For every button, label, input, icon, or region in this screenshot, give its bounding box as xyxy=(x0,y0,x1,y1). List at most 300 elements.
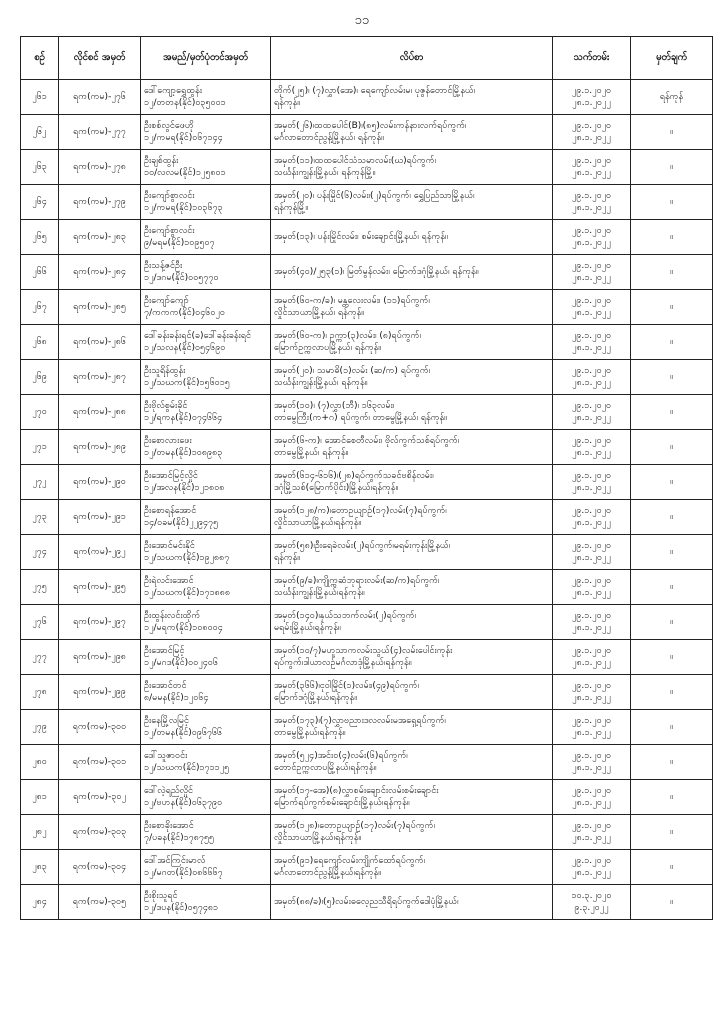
address-cell-line: အမှတ်(၉၁)ရေကျော်လမ်းကျိုက်ထော်ရပ်ကွက်၊ xyxy=(274,856,426,866)
license-number-cell-line: ရက(ကမ)-၂၈၆ xyxy=(73,337,126,347)
table-row xyxy=(21,115,713,150)
address-cell-line: အမှတ်(၁၇-အေ)(၈)လွှာစမ်းချောင်းလမ်းစမ်းချောင်း xyxy=(274,786,439,796)
validity-cell xyxy=(553,710,631,745)
validity-cell xyxy=(553,325,631,360)
license-register-table xyxy=(20,36,713,920)
name-registration-cell xyxy=(141,885,271,920)
validity-cell-line: ၂၉.၁.၂၀၂၀ xyxy=(571,471,612,481)
name-registration-cell-line: ၁၂/သဃက(နိုင်)၁၅၆၀၁၅ xyxy=(144,378,230,388)
address-cell-line: အမှတ်(၆၀-က/ခ)၊ မန္တလေးလမ်း၊ (၁၁)ရပ်ကွက်၊ xyxy=(274,296,430,306)
name-registration-cell xyxy=(141,605,271,640)
name-registration-cell-line: ဦးစစ်လွင်ဖေဟို xyxy=(144,121,194,131)
name-registration-cell-line: ဦးကျော်စွာလင်း xyxy=(144,226,195,236)
serial-number-cell xyxy=(21,710,59,745)
serial-number-cell xyxy=(21,500,59,535)
remarks-cell-line: ။ xyxy=(670,512,673,522)
name-registration-cell-line: ၇/ပခန(နိုင်)၁၇၈၇၅၅ xyxy=(144,833,215,843)
address-cell-line: အမှတ်(၄၀)/၂၅၃(၁)၊ မြတ်မွန်လမ်း၊ မြောက်ဒဂုံမြို့နယ်၊ ရန်ကုန်။ xyxy=(274,267,479,277)
address-cell-line: မြောက်ဥက္ကလာပမြို့နယ်၊ ရန်ကုန်။ xyxy=(274,343,382,353)
validity-cell xyxy=(553,395,631,430)
address-cell xyxy=(271,885,553,920)
name-registration-cell xyxy=(141,290,271,325)
serial-number-cell xyxy=(21,290,59,325)
address-cell-line: အမှတ်(၉/ခ)၊ကျိုက္ကဆံဘုရားလမ်း(ဆ/က)ရပ်ကွက်၊ xyxy=(274,576,440,586)
license-number-cell xyxy=(59,290,141,325)
name-registration-cell-line: ဦးကျော်ကျော် xyxy=(144,296,189,306)
license-number-cell xyxy=(59,255,141,290)
name-registration-cell xyxy=(141,360,271,395)
name-registration-cell xyxy=(141,535,271,570)
validity-cell-line: ၂၈.၁.၂၀၂၂ xyxy=(572,203,611,213)
address-cell xyxy=(271,570,553,605)
validity-cell-line: ၂၉.၁.၂၀၂၀ xyxy=(571,261,612,271)
table-header-row xyxy=(21,37,713,80)
address-cell-line: အမှတ်(၁၁)၊ထထပေါင်သံသမာလမ်း(ဃ)ရပ်ကွက်၊ xyxy=(274,156,436,166)
address-cell xyxy=(271,150,553,185)
name-registration-cell-line: ၉/မရမ(နိုင်)၁၀၉၅၀၇ xyxy=(144,238,215,248)
remarks-cell-line: ။ xyxy=(670,197,673,207)
name-registration-cell-line: ၁၂/ဒပန(နိုင်)၀၅၇၄၈၁ xyxy=(144,903,219,913)
remarks-cell-line: ။ xyxy=(670,337,673,347)
validity-cell-line: ၂၉.၁.၂၀၂၀ xyxy=(571,821,612,831)
license-number-cell xyxy=(59,815,141,850)
name-registration-cell-line: ၁၂/မရက(နိုင်)၁၀၈၀၀၄ xyxy=(144,623,223,633)
validity-cell xyxy=(553,570,631,605)
remarks-cell xyxy=(631,885,713,920)
name-registration-cell-line: ၁၂/ဗဟန(နိုင်)၀၆၃၇၉၀ xyxy=(144,798,223,808)
address-cell xyxy=(271,535,553,570)
remarks-cell-line: ။ xyxy=(670,792,673,802)
address-cell-line: အမှတ်(၆၀-က)၊ ဥက္ကာ(၃)လမ်း၊ (၈)ရပ်ကွက်၊ xyxy=(274,331,421,341)
license-number-cell-line: ရက(ကမ)-၂၉၈ xyxy=(73,652,126,662)
remarks-cell-line: ။ xyxy=(670,652,673,662)
validity-cell-line: ၂၈.၁.၂၀၂၂ xyxy=(572,763,611,773)
serial-number-cell xyxy=(21,80,59,115)
name-registration-cell-line: ဦးအောင်တင် xyxy=(144,681,187,691)
name-registration-cell-line: ဦးအောင်မြင့်လှိုင် xyxy=(144,471,198,481)
license-number-cell-line: ရက(ကမ)-၃၀၁ xyxy=(72,757,127,767)
validity-cell xyxy=(553,675,631,710)
address-cell-line: အမှတ်(၁၇၃)၊(၇)လွှာဗညားဒလလမ်းမအရှေ့ရပ်ကွက်၊ xyxy=(274,716,446,726)
serial-number-cell xyxy=(21,675,59,710)
header-no: စဉ် xyxy=(21,37,59,80)
license-number-cell-line: ရက(ကမ)-၂၇၇ xyxy=(73,127,126,137)
address-cell xyxy=(271,815,553,850)
remarks-cell-line: ။ xyxy=(670,547,673,557)
remarks-cell-line: ။ xyxy=(670,722,673,732)
serial-number-cell xyxy=(21,640,59,675)
remarks-cell-line: ရန်ကုန် xyxy=(659,92,684,102)
table-row xyxy=(21,780,713,815)
address-cell xyxy=(271,325,553,360)
license-number-cell-line: ရက(ကမ)-၂၉၉ xyxy=(73,687,126,697)
serial-number-cell xyxy=(21,395,59,430)
remarks-cell xyxy=(631,255,713,290)
remarks-cell xyxy=(631,815,713,850)
serial-number-cell-line: ၂၆၅ xyxy=(32,232,47,242)
name-registration-cell-line: ဦးစိုးသူရင် xyxy=(144,891,178,901)
address-cell-line: အမှတ်(၅၂၄)အင်း၀(၄)လမ်း(၆)ရပ်ကွက်၊ xyxy=(274,751,408,761)
serial-number-cell-line: ၂၇၅ xyxy=(32,582,47,592)
validity-cell xyxy=(553,255,631,290)
name-registration-cell-line: ဦးထွန်းလင်းထိုက် xyxy=(144,611,201,621)
validity-cell xyxy=(553,185,631,220)
validity-cell xyxy=(553,815,631,850)
validity-cell-line: ၂၉.၁.၂၀၂၀ xyxy=(571,611,612,621)
name-registration-cell xyxy=(141,395,271,430)
license-number-cell xyxy=(59,395,141,430)
license-number-cell xyxy=(59,150,141,185)
address-cell-line: အမှတ်(၁၂၈)၊တောဥယျာဉ်(၁၇)လမ်း(၇)ရပ်ကွက်၊ xyxy=(274,821,435,831)
name-registration-cell xyxy=(141,710,271,745)
remarks-cell-line: ။ xyxy=(670,302,673,312)
serial-number-cell xyxy=(21,745,59,780)
validity-cell-line: ၂၈.၁.၂၀၂၂ xyxy=(572,693,611,703)
header-validity: သက်တမ်း xyxy=(553,37,631,80)
license-number-cell xyxy=(59,430,141,465)
address-cell-line: အမှတ်(၃၆၆)၊ငုဝါမြိုင်(၁)လမ်း၊(၄၉)ရပ်ကွက်၊ xyxy=(274,681,419,691)
validity-cell-line: ၂၉.၁.၂၀၂၀ xyxy=(571,716,612,726)
serial-number-cell-line: ၂၇၉ xyxy=(32,722,47,732)
address-cell-line: အမှတ်(၅၈)၊ဦးရေခဲလမ်း(၂)ရပ်ကွက်၊မရမ်းကုန်းမြို့နယ်၊ xyxy=(274,541,451,551)
remarks-cell xyxy=(631,710,713,745)
validity-cell-line: ၂၉.၁.၂၀၂၀ xyxy=(571,856,612,866)
validity-cell-line: ၂၉.၁.၂၀၂၀ xyxy=(571,681,612,691)
serial-number-cell-line: ၂၇၄ xyxy=(32,547,47,557)
validity-cell xyxy=(553,605,631,640)
remarks-cell-line: ။ xyxy=(670,617,673,627)
name-registration-cell-line: ၁၂/သဃက(နိုင်)၁၇၁၁၂၅ xyxy=(144,763,230,773)
address-cell-line: သင်္ဃန်းကျွန်းမြို့နယ်၊ ရန်ကုန်။ xyxy=(274,378,368,388)
address-cell-line: အမှတ်(၂၀)၊ ပန်းမြိုင်(၆)လမ်း၊(၂)ရပ်ကွက်၊ ရွှေပြည်သာမြို့နယ်၊ xyxy=(274,191,475,201)
remarks-cell xyxy=(631,220,713,255)
serial-number-cell-line: ၂၆၉ xyxy=(32,372,47,382)
name-registration-cell-line: ဒေါ်ခန်းခန်းရင်(ခ)ဒေါ်ခန်းခန်းရင် xyxy=(144,331,252,341)
remarks-cell xyxy=(631,395,713,430)
license-number-cell-line: ရက(ကမ)-၂၈၅ xyxy=(73,302,126,312)
serial-number-cell xyxy=(21,150,59,185)
license-number-cell-line: ရက(ကမ)-၃၀၄ xyxy=(72,862,127,872)
name-registration-cell xyxy=(141,815,271,850)
validity-cell xyxy=(553,360,631,395)
table-row xyxy=(21,80,713,115)
name-registration-cell xyxy=(141,325,271,360)
name-registration-cell-line: ၁၂/အလန(နိုင်)၁၂၁၈၀၈ xyxy=(144,483,225,493)
name-registration-cell-line: ၁၂/တမန(နိုင်)၀၉၆၇၆၆ xyxy=(144,728,223,738)
table-row xyxy=(21,500,713,535)
validity-cell xyxy=(553,465,631,500)
name-registration-cell-line: ဦးအောင်မြင့် xyxy=(144,646,185,656)
name-registration-cell-line: ၁၄/ဝခမ(နိုင်)၂၂၉၄၇၅ xyxy=(144,518,219,528)
name-registration-cell-line: ဒေါ်အင်ကြင်းမာလ် xyxy=(144,856,206,866)
serial-number-cell-line: ၂၈၃ xyxy=(32,862,47,872)
remarks-cell xyxy=(631,115,713,150)
name-registration-cell-line: ဒေါ်လဲ့ရည်လှိုင် xyxy=(144,786,194,796)
name-registration-cell-line: ဦးချစ်ထွန်း xyxy=(144,156,179,166)
validity-cell-line: ၂၈.၁.၂၀၂၂ xyxy=(572,168,611,178)
name-registration-cell-line: ၇/ကကက(နိုင်)၀၄၆၀၂၀ xyxy=(144,308,225,318)
remarks-cell xyxy=(631,570,713,605)
remarks-cell xyxy=(631,640,713,675)
table-row xyxy=(21,325,713,360)
table-row xyxy=(21,640,713,675)
table-row xyxy=(21,395,713,430)
name-registration-cell xyxy=(141,675,271,710)
address-cell xyxy=(271,745,553,780)
validity-cell-line: ၂၉.၁.၂၀၂၀ xyxy=(571,576,612,586)
license-number-cell xyxy=(59,850,141,885)
license-number-cell-line: ရက(ကမ)-၂၉၇ xyxy=(73,617,126,627)
address-cell xyxy=(271,780,553,815)
serial-number-cell-line: ၂၇၁ xyxy=(32,442,47,452)
header-remarks: မှတ်ချက် xyxy=(631,37,713,80)
name-registration-cell xyxy=(141,570,271,605)
serial-number-cell-line: ၂၇၃ xyxy=(32,512,47,522)
license-number-cell-line: ရက(ကမ)-၂၈၈ xyxy=(73,407,126,417)
serial-number-cell-line: ၂၇၆ xyxy=(32,617,47,627)
address-cell xyxy=(271,640,553,675)
validity-cell-line: ၂၉.၁.၂၀၂၀ xyxy=(571,156,612,166)
address-cell-line: အမှတ်(၁၂၈/က)၊တောဥယျာဉ်(၁၇)လမ်း(၇)ရပ်ကွက်၊ xyxy=(274,506,447,516)
name-registration-cell xyxy=(141,185,271,220)
validity-cell-line: ၂၉.၁.၂၀၂၀ xyxy=(571,366,612,376)
remarks-cell xyxy=(631,80,713,115)
address-cell-line: တိုက်(၂၅)၊ (၇)လွှာ(အေ)၊ ရေကျော်လမ်းမ၊ ပုဇွန်တောင်မြို့နယ်၊ xyxy=(274,86,476,96)
address-cell xyxy=(271,220,553,255)
serial-number-cell-line: ၂၆၁ xyxy=(32,92,47,102)
serial-number-cell xyxy=(21,360,59,395)
license-number-cell xyxy=(59,640,141,675)
name-registration-cell xyxy=(141,780,271,815)
address-cell xyxy=(271,290,553,325)
serial-number-cell xyxy=(21,605,59,640)
license-number-cell-line: ရက(ကမ)-၂၉၁ xyxy=(73,512,126,522)
serial-number-cell-line: ၂၈၄ xyxy=(32,897,47,907)
license-number-cell xyxy=(59,220,141,255)
address-cell-line: အမှတ်(၁၀/၇)မဟူသာကလမ်းသွယ်(၄)လမ်းပေါင်းကုန်း xyxy=(274,646,453,656)
name-registration-cell-line: ၁၂/ကမရ(နိုင်)၀၆၇၁၄၄ xyxy=(144,133,223,143)
address-cell-line: မြောက်ဒဂုံမြို့နယ်၊ရန်ကုန်။ xyxy=(274,693,357,703)
remarks-cell xyxy=(631,535,713,570)
remarks-cell-line: ။ xyxy=(670,407,673,417)
remarks-cell xyxy=(631,675,713,710)
name-registration-cell-line: ဦးနေမြို့လမြင့် xyxy=(144,716,189,726)
validity-cell-line: ၂၉.၁.၂၀၂၀ xyxy=(571,506,612,516)
remarks-cell xyxy=(631,850,713,885)
table-row xyxy=(21,220,713,255)
table-row xyxy=(21,745,713,780)
address-cell xyxy=(271,80,553,115)
validity-cell xyxy=(553,80,631,115)
serial-number-cell-line: ၂၆၈ xyxy=(32,337,47,347)
remarks-cell-line: ။ xyxy=(670,372,673,382)
validity-cell xyxy=(553,535,631,570)
name-registration-cell-line: ဦးရဲလင်းအောင် xyxy=(144,576,194,586)
table-row xyxy=(21,430,713,465)
address-cell-line: အမှတ်(၆၁၄-၆၁၆)၊(၂၈)ရပ်ကွက်သခင်ဗစိန်လမ်း၊ xyxy=(274,471,434,481)
serial-number-cell xyxy=(21,185,59,220)
name-registration-cell-line: ၁၂/သဃက(နိုင်)၁၉၂၈၈၇ xyxy=(144,553,230,563)
validity-cell-line: ၂၉.၁.၂၀၂၀ xyxy=(571,296,612,306)
validity-cell-line: ၂၈.၁.၂၀၂၂ xyxy=(572,343,611,353)
header-license: လိုင်စင် အမှတ် xyxy=(59,37,141,80)
address-cell-line: မရမ်းမြို့နယ်၊ရန်ကုန်။ xyxy=(274,623,341,633)
validity-cell-line: ၂၉.၁.၂၀၂၀ xyxy=(571,401,612,411)
validity-cell-line: ၂၈.၁.၂၀၂၂ xyxy=(572,798,611,808)
validity-cell-line: ၂၈.၁.၂၀၂၂ xyxy=(572,623,611,633)
remarks-cell xyxy=(631,745,713,780)
name-registration-cell-line: ၁၂/သဃက(နိုင်)၁၇၁၈၈၈ xyxy=(144,588,231,598)
remarks-cell xyxy=(631,780,713,815)
validity-cell xyxy=(553,430,631,465)
address-cell xyxy=(271,605,553,640)
header-name: အမည်/မှတ်ပုံတင်အမှတ် xyxy=(141,37,271,80)
address-cell xyxy=(271,850,553,885)
serial-number-cell-line: ၂၈၁ xyxy=(32,792,47,802)
name-registration-cell xyxy=(141,80,271,115)
license-number-cell-line: ရက(ကမ)-၂၈၄ xyxy=(73,267,126,277)
address-cell-line: သင်္ဃန်းကျွန်းမြို့နယ်၊ရန်ကုန်။ xyxy=(274,588,365,598)
address-cell-line: လှိုင်သာယာမြို့နယ်၊ရန်ကုန်။ xyxy=(274,833,362,843)
serial-number-cell-line: ၂၆၇ xyxy=(32,302,47,312)
remarks-cell-line: ။ xyxy=(670,477,673,487)
serial-number-cell-line: ၂၇၀ xyxy=(32,407,47,417)
address-cell-line: လှိုင်သာယာမြို့နယ်၊ရန်ကုန်။ xyxy=(274,518,362,528)
table-row xyxy=(21,710,713,745)
table-row xyxy=(21,570,713,605)
table-row xyxy=(21,185,713,220)
validity-cell-line: ၂၈.၁.၂၀၂၂ xyxy=(572,483,611,493)
name-registration-cell xyxy=(141,115,271,150)
license-number-cell xyxy=(59,745,141,780)
serial-number-cell xyxy=(21,115,59,150)
name-registration-cell-line: ဦးအောင်မင်းနိုင် xyxy=(144,541,195,551)
serial-number-cell xyxy=(21,815,59,850)
name-registration-cell-line: ဦးစောလားဖေး xyxy=(144,436,192,446)
license-number-cell xyxy=(59,325,141,360)
remarks-cell xyxy=(631,325,713,360)
license-number-cell xyxy=(59,115,141,150)
serial-number-cell-line: ၂၇၈ xyxy=(32,687,47,697)
license-number-cell xyxy=(59,500,141,535)
table-row xyxy=(21,850,713,885)
remarks-cell xyxy=(631,185,713,220)
name-registration-cell-line: ၁၀/လလမ(နိုင်)၁၂၅၈၀၁ xyxy=(144,168,226,178)
license-number-cell-line: ရက(ကမ)-၂၈၃ xyxy=(73,232,126,242)
license-number-cell-line: ရက(ကမ)-၂၉၀ xyxy=(73,477,126,487)
name-registration-cell-line: ၁၂/ရကန(နိုင်)၀၇၄၆၆၄ xyxy=(144,413,223,423)
remarks-cell-line: ။ xyxy=(670,757,673,767)
validity-cell-line: ၂၈.၁.၂၀၂၂ xyxy=(572,413,611,423)
validity-cell-line: ၂၉.၁.၂၀၂၀ xyxy=(571,226,612,236)
license-number-cell-line: ရက(ကမ)-၂၈၇ xyxy=(73,372,126,382)
name-registration-cell-line: ၁၂/ကမရ(နိုင်)၁၀၃၆၇၃ xyxy=(144,203,223,213)
address-cell-line: မြောက်ရပ်ကွက်စမ်းချောင်းမြို့နယ်၊ရန်ကုန်။ xyxy=(274,798,410,808)
table-row xyxy=(21,815,713,850)
serial-number-cell xyxy=(21,535,59,570)
name-registration-cell-line: ဒေါ်သူဇာဝင်း xyxy=(144,751,188,761)
license-number-cell xyxy=(59,535,141,570)
serial-number-cell xyxy=(21,570,59,605)
address-cell-line: ဒဂုံမြို့သစ်(မြောက်ပိုင်း)မြို့နယ်၊ရန်ကုန်။ xyxy=(274,483,399,493)
license-number-cell xyxy=(59,780,141,815)
validity-cell-line: ၂၈.၁.၂၀၂၂ xyxy=(572,833,611,843)
remarks-cell-line: ။ xyxy=(670,687,673,697)
validity-cell-line: ၂၉.၁.၂၀၂၀ xyxy=(571,646,612,656)
license-number-cell-line: ရက(ကမ)-၂၇၈ xyxy=(73,162,126,172)
serial-number-cell-line: ၂၆၆ xyxy=(32,267,47,277)
license-number-cell-line: ရက(ကမ)-၃၀၅ xyxy=(72,897,127,907)
validity-cell-line: ၂၈.၁.၂၀၂၂ xyxy=(572,238,611,248)
address-cell xyxy=(271,115,553,150)
address-cell-line: ရန်ကုန်။ xyxy=(274,553,301,563)
license-number-cell-line: ရက(ကမ)-၂၇၆ xyxy=(73,92,126,102)
remarks-cell-line: ။ xyxy=(670,127,673,137)
remarks-cell xyxy=(631,430,713,465)
name-registration-cell-line: ၁၂/ဒဂမ(နိုင်)၀၀၅၇၇၀ xyxy=(144,273,219,283)
serial-number-cell-line: ၂၈၀ xyxy=(32,757,47,767)
license-number-cell xyxy=(59,185,141,220)
remarks-cell-line: ။ xyxy=(670,897,673,907)
address-cell-line: မင်္ဂလာတောင်ညွန့်မြို့နယ်၊ရန်ကုန်။ xyxy=(274,868,381,878)
license-number-cell-line: ရက(ကမ)-၂၉၂ xyxy=(73,547,126,557)
serial-number-cell xyxy=(21,885,59,920)
validity-cell xyxy=(553,780,631,815)
address-cell-line: အမှတ်(၂၆)၊ထထပေါင်(B)၊(၈၅)လမ်းကန်နားလက်ရပ်ကွက်၊ xyxy=(274,121,467,131)
table-row xyxy=(21,255,713,290)
remarks-cell-line: ။ xyxy=(670,442,673,452)
name-registration-cell-line: ၁၂/တတန(နိုင်)၀၃၅၀၀၁ xyxy=(144,98,226,108)
validity-cell-line: ၂၉.၁.၂၀၂၀ xyxy=(571,751,612,761)
address-cell-line: အမှတ်(၁၃)၊ ပန်းမြိုင်လမ်း၊ စမ်းချောင်းမြို့နယ်၊ ရန်ကုန်။ xyxy=(274,232,448,242)
address-cell-line: အမှတ်(၆-က)၊ အောင်စေတီလမ်း၊ ဗိုလ်ကွက်သစ်ရပ်ကွက်၊ xyxy=(274,436,460,446)
address-cell-line: တာမွေကြီး(က+ဂ) ရပ်ကွက်၊ တာမွေမြို့နယ်၊ ရန်ကုန်။ xyxy=(274,413,447,423)
license-number-cell xyxy=(59,605,141,640)
table-row xyxy=(21,150,713,185)
remarks-cell-line: ။ xyxy=(670,827,673,837)
license-number-cell xyxy=(59,710,141,745)
address-cell xyxy=(271,395,553,430)
address-cell-line: သင်္ဃန်းကျွန်းမြို့နယ်၊ ရန်ကုန်မြို့။ xyxy=(274,168,376,178)
name-registration-cell xyxy=(141,255,271,290)
table-row xyxy=(21,605,713,640)
name-registration-cell xyxy=(141,850,271,885)
table-row xyxy=(21,290,713,325)
address-cell xyxy=(271,500,553,535)
validity-cell-line: ၂၉.၁.၂၀၂၀ xyxy=(571,191,612,201)
license-number-cell xyxy=(59,360,141,395)
remarks-cell xyxy=(631,150,713,185)
name-registration-cell xyxy=(141,430,271,465)
address-cell xyxy=(271,185,553,220)
validity-cell xyxy=(553,885,631,920)
validity-cell xyxy=(553,745,631,780)
license-number-cell-line: ရက(ကမ)-၃၀၀ xyxy=(72,722,127,732)
address-cell-line: ရန်ကုန်။ xyxy=(274,98,301,108)
validity-cell xyxy=(553,500,631,535)
table-row xyxy=(21,675,713,710)
name-registration-cell-line: ဦးကျော်စွာလင်း xyxy=(144,191,195,201)
name-registration-cell xyxy=(141,500,271,535)
serial-number-cell-line: ၂၈၂ xyxy=(32,827,47,837)
name-registration-cell-line: ၁၂/တမန(နိုင်)၁၀၈၉၈၃ xyxy=(144,448,223,458)
license-number-cell xyxy=(59,80,141,115)
address-cell xyxy=(271,710,553,745)
license-number-cell-line: ရက(ကမ)-၃၀၃ xyxy=(72,827,127,837)
validity-cell-line: ၂၈.၁.၂၀၂၂ xyxy=(572,868,611,878)
validity-cell-line: ၂၈.၁.၂၀၂၂ xyxy=(572,553,611,563)
validity-cell-line: ၉.၃.၂၀၂၂ xyxy=(574,903,609,913)
